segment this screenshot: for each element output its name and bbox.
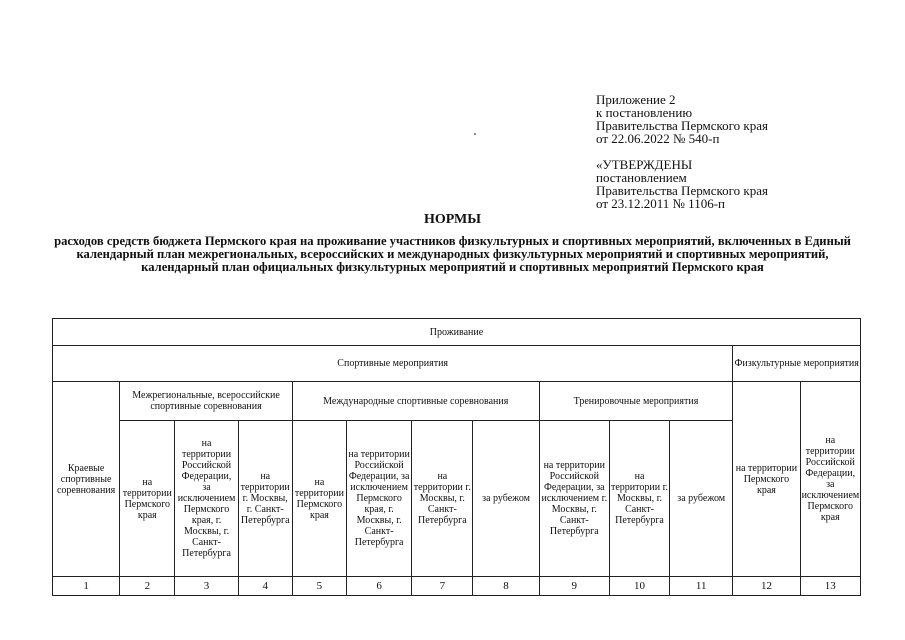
- column-number: 3: [175, 577, 238, 596]
- column-number: 5: [292, 577, 346, 596]
- header-col-4: на территории г. Москвы, г. Санкт-Петербурга: [238, 421, 292, 577]
- header-col-5: на территории Пермского края: [292, 421, 346, 577]
- column-number: 9: [539, 577, 609, 596]
- column-number: 4: [238, 577, 292, 596]
- header-col-2: на территории Пермского края: [120, 421, 175, 577]
- approval-line: Приложение 2: [596, 92, 676, 107]
- approved-line: «УТВЕРЖДЕНЫ: [596, 157, 693, 172]
- approved-line: от 23.12.2011 № 1106-п: [596, 196, 725, 211]
- approval-line: Правительства Пермского края: [596, 118, 768, 133]
- scan-speck: [474, 133, 476, 135]
- header-col-3: на территории Российской Федерации, за исключением Пермского края, г. Москвы, г. Санкт-Петербурга: [175, 421, 238, 577]
- document-subtitle: расходов средств бюджета Пермского края на проживание участников физкультурных и спортивных мероприятий, включенных в Единый календарный план межрегиональных, всероссийских и международных физкультурных мероприятий и спортивных мероприятий, календарный план официальных физкультурных мероприятий и спортивных мероприятий Пермского края: [54, 234, 851, 274]
- header-col-11: за рубежом: [670, 421, 733, 577]
- header-accommodation: Проживание: [53, 319, 861, 346]
- column-number: 8: [473, 577, 539, 596]
- header-col-10: на территории г. Москвы, г. Санкт-Петербурга: [609, 421, 669, 577]
- column-number: 13: [800, 577, 860, 596]
- approval-line: к постановлению: [596, 105, 693, 120]
- approval-line: от 22.06.2022 № 540-п: [596, 131, 720, 146]
- approved-line: Правительства Пермского края: [596, 183, 768, 198]
- column-number: 6: [347, 577, 412, 596]
- header-training-events: Тренировочные мероприятия: [539, 382, 733, 421]
- header-international-competitions: Международные спортивные соревнования: [292, 382, 539, 421]
- header-col-8: за рубежом: [473, 421, 539, 577]
- header-col-7: на территории г. Москвы, г. Санкт-Петербурга: [412, 421, 473, 577]
- header-fitness-events: Физкультурные мероприятия: [733, 346, 861, 382]
- header-col-6: на территории Российской Федерации, за исключением Пермского края, г. Москвы, г. Санкт-Петербурга: [347, 421, 412, 577]
- header-col-9: на территории Российской Федерации, за исключением г. Москвы, г. Санкт-Петербурга: [539, 421, 609, 577]
- column-number: 10: [609, 577, 669, 596]
- column-number: 12: [733, 577, 800, 596]
- header-col-12: на территории Пермского края: [733, 382, 800, 577]
- approval-block: [596, 93, 768, 145]
- approved-block: [596, 158, 768, 210]
- header-interregional-competitions: Межрегиональные, всероссийские спортивные соревнования: [120, 382, 293, 421]
- header-sport-events: Спортивные мероприятия: [53, 346, 733, 382]
- norms-table: [52, 318, 861, 596]
- column-number: 11: [670, 577, 733, 596]
- column-number: 1: [53, 577, 120, 596]
- column-number: 7: [412, 577, 473, 596]
- header-regional-competitions: Краевые спортивные соревнования: [53, 382, 120, 577]
- approved-line: постановлением: [596, 170, 687, 185]
- header-col-13: на территории Российской Федерации, за исключением Пермского края: [800, 382, 860, 577]
- document-title: НОРМЫ: [423, 212, 482, 227]
- column-number: 2: [120, 577, 175, 596]
